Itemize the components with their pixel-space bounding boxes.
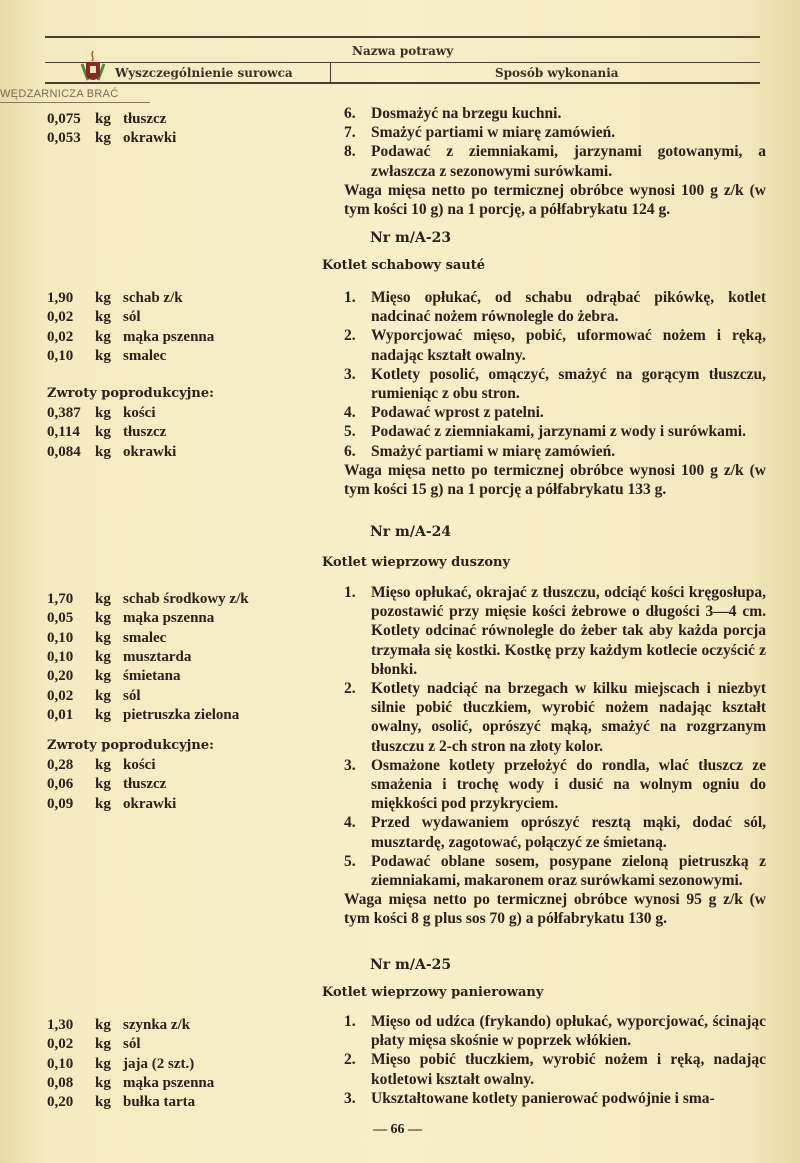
step-number: 1. [344, 289, 356, 306]
page-number: — 66 — [373, 1122, 422, 1137]
ingredient-unit: kg [95, 111, 111, 127]
return-row [47, 423, 166, 442]
return-unit: kg [95, 443, 111, 460]
step-number: 4. [344, 814, 356, 832]
ingredient-qty: 1,90 [47, 290, 74, 306]
returns-heading: Zwroty poprodukcyjne: [47, 738, 214, 753]
ingredient-unit: kg [95, 591, 111, 607]
ingredient-unit: kg [95, 347, 111, 364]
return-unit: kg [95, 795, 111, 812]
weight-note: Waga mięsa netto po termicznej obróbce wynosi 100 g z/k (w tym kości 15 g) na 1 porcję a półfabrykatu 133 g. [344, 461, 766, 499]
step-text: Smażyć partiami w miarę zamówień. [371, 442, 616, 460]
ingredient-qty: 0,01 [47, 706, 74, 723]
return-qty: 0,06 [47, 776, 74, 793]
return-qty: 0,084 [47, 443, 81, 460]
ingredient-name: pietruszka zielona [123, 706, 240, 723]
ingredient-name: bułka tarta [123, 1094, 196, 1111]
step-number: 6. [344, 442, 356, 460]
ingredient-unit: kg [95, 1094, 111, 1111]
ingredient-row [47, 590, 249, 609]
ingredient-unit: kg [95, 290, 111, 306]
step-text: Mięso od udźca (frykando) opłukać, wyporcjować, ścinając płaty mięsa skośnie w poprzek włókien. [371, 1013, 766, 1050]
ingredient-unit: kg [95, 1074, 111, 1091]
recipe-number: Nr m/A-25 [370, 957, 452, 973]
ingredient-unit: kg [95, 1017, 111, 1033]
method-step [344, 756, 766, 814]
ingredient-row [47, 129, 176, 148]
header-rule [45, 62, 760, 63]
ingredient-row [47, 347, 166, 366]
watermark-underline [0, 102, 150, 103]
method-step [344, 813, 766, 851]
ingredient-row [47, 1093, 195, 1112]
ingredient-row [47, 706, 239, 725]
watermark-text: WĘDZARNICZA BRAĆ [0, 88, 119, 100]
ingredient-name: mąka pszenna [123, 328, 215, 345]
step-number: 1. [344, 1013, 356, 1030]
step-text: Podawać wprost z patelni. [371, 404, 544, 422]
method-step [344, 142, 766, 180]
ingredient-name: sól [123, 1036, 141, 1053]
ingredient-name: okrawki [123, 130, 177, 147]
ingredient-name: musztarda [123, 648, 192, 665]
ingredient-row [47, 667, 181, 686]
ingredient-qty: 0,10 [47, 347, 74, 364]
return-name: tłuszcz [123, 424, 167, 441]
ingredient-unit: kg [95, 309, 111, 326]
step-text: Dosmażyć na brzegu kuchni. [371, 105, 562, 122]
method-steps [344, 104, 766, 219]
recipe-number: Nr m/A-23 [370, 230, 452, 246]
return-row [47, 795, 176, 814]
ingredient-unit: kg [95, 668, 111, 685]
method-step [344, 123, 766, 142]
recipe-title: Kotlet wieprzowy duszony [322, 555, 511, 570]
return-name: okrawki [123, 795, 177, 812]
return-unit: kg [95, 424, 111, 441]
step-text: Mięso opłukać, od schabu odrąbać pikówkę, kotlet nadcinać nożem równolegle do żebra. [371, 289, 766, 326]
ingredient-row [47, 289, 183, 308]
ingredient-name: schab środkowy z/k [123, 591, 249, 607]
ingredient-qty: 0,20 [47, 1094, 74, 1111]
column-divider [330, 62, 331, 82]
ingredient-name: smalec [123, 629, 167, 646]
method-header: Sposób wykonania [495, 66, 619, 80]
return-row [47, 756, 156, 775]
method-step [344, 583, 766, 679]
ingredient-name: sól [123, 687, 141, 704]
ingredient-row [47, 308, 141, 327]
ingredient-name: sól [123, 309, 141, 326]
method-step [344, 403, 766, 422]
method-step [344, 288, 766, 326]
top-rule [45, 36, 760, 38]
step-text: Podawać oblane sosem, posypane zieloną pietruszką z ziemniakami, makaronem oraz surówkami sezonowymi. [371, 852, 766, 890]
ingredient-qty: 1,30 [47, 1017, 74, 1033]
method-step [344, 1089, 766, 1108]
returns-heading: Zwroty poprodukcyjne: [47, 386, 214, 401]
ingredient-qty: 0,02 [47, 1036, 74, 1053]
ingredient-qty: 1,70 [47, 591, 74, 607]
step-number: 5. [344, 852, 356, 870]
ingredient-qty: 0,05 [47, 610, 74, 627]
return-unit: kg [95, 405, 111, 421]
ingredient-row [47, 328, 214, 347]
step-number: 4. [344, 404, 356, 422]
step-number: 2. [344, 680, 356, 698]
step-text: Ukształtowane kotlety panierować podwójnie i sma- [371, 1089, 715, 1107]
return-row [47, 443, 176, 462]
step-text: Mięso opłukać, okrajać z tłuszczu, odciąć kości kręgosłupa, pozostawić przy mięsie kości żebrowe o długości 3—4 cm. Kotlety odcinać równolegle do żeber tak aby każda porcja trzymała się kostki. Kostkę przy każdym kotlecie oczyścić z błonki. [371, 584, 766, 678]
step-number: 1. [344, 584, 356, 601]
step-text: Wyporcjować mięso, pobić, uformować nożem i ręką, nadając kształt owalny. [371, 327, 766, 364]
step-number: 3. [344, 365, 356, 383]
method-steps [344, 1012, 766, 1108]
ingredient-row [47, 110, 166, 129]
return-unit: kg [95, 757, 111, 773]
step-text: Przed wydawaniem oprószyć resztą mąki, dodać sól, musztardę, zagotować, połączyć ze śmietaną. [371, 814, 766, 851]
ingredient-name: schab z/k [123, 290, 183, 306]
ingredient-row [47, 1016, 190, 1035]
ingredient-name: mąka pszenna [123, 610, 215, 627]
step-number: 6. [344, 105, 356, 122]
ingredient-name: szynka z/k [123, 1017, 191, 1033]
return-qty: 0,114 [47, 424, 80, 441]
ingredient-row [47, 609, 214, 628]
ingredient-name: tłuszcz [123, 111, 167, 127]
step-text: Kotlety posolić, omączyć, smażyć na gorącym tłuszczu, rumieniąc z obu stron. [371, 365, 766, 403]
dish-name-header: Nazwa potrawy [352, 44, 454, 58]
recipe-title: Kotlet schabowy sauté [322, 258, 486, 273]
ingredient-qty: 0,10 [47, 629, 74, 646]
ingredients-header: Wyszczególnienie surowca [115, 66, 293, 80]
method-step [344, 679, 766, 756]
ingredient-name: śmietana [123, 668, 181, 685]
step-text: Kotlety nadciąć na brzegach w kilku miejscach i niezbyt silnie pobić tłuczkiem, wyrobić nożem nadając kształt owalny, osolić, oprószyć mąką, smażyć na rozgrzanym tłuszczu z 2-ch stron na złoty kolor. [371, 680, 766, 755]
method-step [344, 326, 766, 364]
method-step [344, 442, 766, 461]
step-text: Podawać z ziemniakami, jarzynami z wody i surówkami. [371, 423, 746, 441]
return-name: kości [123, 757, 156, 773]
weight-note: Waga mięsa netto po termicznej obróbce wynosi 95 g z/k (w tym kości 8 g plus sos 70 g) a półfabrykatu 130 g. [344, 891, 766, 928]
ingredient-row [47, 648, 191, 667]
header-bottom-rule [45, 82, 760, 84]
return-row [47, 775, 166, 794]
method-step [344, 365, 766, 403]
step-number: 7. [344, 124, 356, 142]
ingredient-unit: kg [95, 328, 111, 345]
ingredient-row [47, 1074, 214, 1093]
step-number: 2. [344, 1051, 356, 1069]
ingredient-qty: 0,10 [47, 1055, 74, 1072]
recipe-title: Kotlet wieprzowy panierowany [322, 985, 544, 1000]
ingredient-qty: 0,10 [47, 648, 74, 665]
method-step [344, 422, 766, 441]
ingredient-qty: 0,20 [47, 668, 74, 685]
method-steps [344, 583, 766, 929]
ingredient-name: mąka pszenna [123, 1074, 215, 1091]
ingredient-name: jaja (2 szt.) [123, 1055, 195, 1072]
smokehouse-logo-icon [80, 50, 106, 84]
ingredient-row [47, 1035, 141, 1054]
step-text: Osmażone kotlety przełożyć do rondla, wlać tłuszcz ze smażenia i trochę wody i dusić na wolnym ogniu do miękkości pod przykryciem. [371, 756, 766, 813]
ingredient-unit: kg [95, 687, 111, 704]
return-qty: 0,387 [47, 405, 81, 421]
ingredient-qty: 0,08 [47, 1074, 74, 1091]
ingredient-qty: 0,053 [47, 130, 81, 147]
ingredient-row [47, 687, 141, 706]
ingredient-unit: kg [95, 610, 111, 627]
step-number: 2. [344, 327, 356, 345]
method-step [344, 104, 766, 123]
ingredient-row [47, 1055, 194, 1074]
ingredient-row [47, 629, 166, 648]
return-unit: kg [95, 776, 111, 793]
weight-note: Waga mięsa netto po termicznej obróbce wynosi 100 g z/k (w tym kości 10 g) na 1 porcję, a półfabrykatu 124 g. [344, 181, 766, 219]
step-text: Smażyć partiami w miarę zamówień. [371, 124, 616, 142]
ingredient-unit: kg [95, 1055, 111, 1072]
return-row [47, 404, 156, 423]
step-number: 3. [344, 1089, 356, 1107]
recipe-number: Nr m/A-24 [370, 524, 452, 540]
ingredient-unit: kg [95, 1036, 111, 1053]
method-step [344, 852, 766, 890]
ingredient-unit: kg [95, 648, 111, 665]
return-name: tłuszcz [123, 776, 167, 793]
step-text: Podawać z ziemniakami, jarzynami gotowanymi, a zwłaszcza z sezonowymi surówkami. [371, 143, 766, 180]
ingredient-unit: kg [95, 629, 111, 646]
ingredient-qty: 0,075 [47, 111, 81, 127]
return-name: kości [123, 405, 156, 421]
step-number: 5. [344, 423, 356, 441]
ingredient-qty: 0,02 [47, 309, 74, 326]
ingredient-unit: kg [95, 130, 111, 147]
step-text: Mięso pobić tłuczkiem, wyrobić nożem i ręką, nadając kotletowi kształt owalny. [371, 1051, 766, 1088]
method-step [344, 1012, 766, 1050]
ingredient-name: smalec [123, 347, 167, 364]
ingredient-unit: kg [95, 706, 111, 723]
ingredient-qty: 0,02 [47, 328, 74, 345]
step-number: 8. [344, 143, 356, 161]
return-name: okrawki [123, 443, 177, 460]
return-qty: 0,28 [47, 757, 74, 773]
return-qty: 0,09 [47, 795, 74, 812]
method-steps [344, 288, 766, 499]
method-step [344, 1050, 766, 1088]
ingredient-qty: 0,02 [47, 687, 74, 704]
step-number: 3. [344, 756, 356, 774]
